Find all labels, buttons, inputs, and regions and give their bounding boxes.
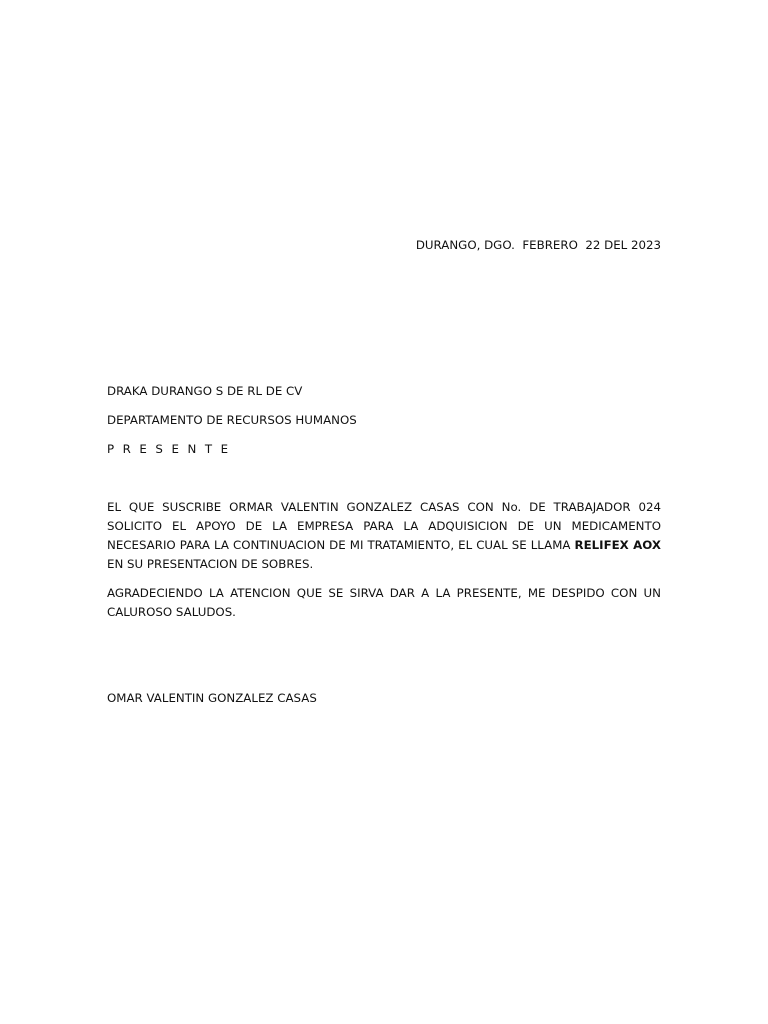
- closing-paragraph: AGRADECIENDO LA ATENCION QUE SE SIRVA DAR A LA PRESENTE, ME DESPIDO CON UN CALUROSO SALUDOS.: [107, 586, 661, 619]
- signature-name: OMAR VALENTIN GONZALEZ CASAS: [107, 691, 317, 705]
- request-text-end: EN SU PRESENTACION DE SOBRES.: [107, 557, 314, 571]
- recipient-salutation: P R E S E N T E: [107, 442, 231, 456]
- request-text-start: EL QUE SUSCRIBE ORMAR VALENTIN GONZALEZ CASAS CON No. DE TRABAJADOR 024 SOLICITO EL APOYO DE LA EMPRESA PARA LA ADQUISICION DE UN MEDICAMENTO NECESARIO PARA LA CONTINUACION DE MI TRATAMIENTO, EL CUAL SE LLAMA: [107, 500, 661, 552]
- letter-date: DURANGO, DGO. FEBRERO 22 DEL 2023: [415, 238, 661, 252]
- recipient-department: DEPARTAMENTO DE RECURSOS HUMANOS: [107, 413, 357, 427]
- medication-name: RELIFEX AOX: [574, 538, 662, 552]
- recipient-company: DRAKA DURANGO S DE RL DE CV: [107, 384, 303, 398]
- request-paragraph: [107, 498, 661, 574]
